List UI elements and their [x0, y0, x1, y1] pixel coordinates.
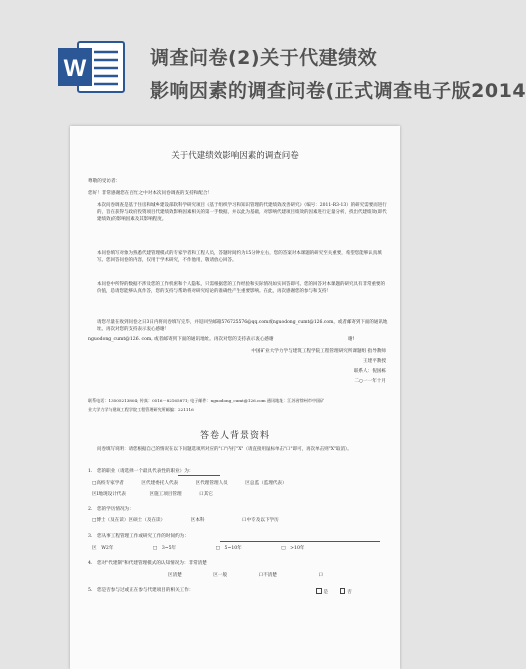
- option-5-10-years[interactable]: □ 5~10年: [215, 546, 242, 551]
- salutation: 尊敬的受访者：: [88, 179, 121, 184]
- contact-info-line2: 业大学力学与建筑工程学院工程管理研究所邮编：221116: [88, 407, 194, 412]
- question-occupation: 1. 您的职业（请选择一个最具代表性的职业）为：: [88, 469, 194, 474]
- document-page: [70, 126, 400, 669]
- option-average[interactable]: 区一般: [213, 573, 228, 578]
- option-construction-manager[interactable]: 区施工项目管理: [149, 492, 182, 497]
- logo-letter: W: [63, 55, 87, 82]
- checkbox-no[interactable]: [340, 588, 346, 594]
- education-options: [92, 518, 295, 524]
- option-supervisor[interactable]: 区总监（监理代表）: [245, 481, 287, 486]
- option-no[interactable]: 否: [347, 590, 352, 595]
- option-blank[interactable]: 口: [318, 573, 323, 578]
- intro-paragraph-1: 本次问卷调查是基于住房和城乡建设部软科学研究项目《基于组织学习和知识管理的代建绩效改善研究》（编号：2011-R3-13）的研究需要而进行的，旨在获得与政府投资项目代建绩效影响因素相关的第一手数据，并以此为基础，对影响代建项目绩效的因素进行定量分析，找出代建绩效(即代建绩效)的影响因素及其影响程度。: [97, 203, 387, 223]
- document-title-line1: 调查问卷(2)关于代建绩效: [150, 47, 378, 69]
- option-agent-manager[interactable]: 区代理管理人员: [195, 481, 228, 486]
- email-line: nguodong_cumt@126. com, 或者邮寄到下面的通讯地址。再次对您的支持表示衷心感谢: [88, 337, 274, 342]
- occupation-options-row1: [92, 481, 303, 487]
- signature-contact: 联系人：倪国栋: [353, 369, 386, 374]
- option-bachelor[interactable]: 区本科: [190, 518, 205, 523]
- option-under-2-years[interactable]: 区 W2年: [92, 546, 114, 551]
- intro-paragraph-2: 本问卷填写对象为熟悉代建管理模式的专家学者和工程人员，答题时间约为15分钟左右，您的答案对本课题的研究至关重要，希望您能够认真填写。您回答问卷的内容，仅用于学术研究，不作他用，敬请放心回答。: [97, 251, 382, 264]
- section-title: 答卷人背景资料: [199, 431, 270, 441]
- greeting: 您好！非常感谢您在百忙之中对本次问卷调查的支持和配合！: [88, 191, 213, 196]
- option-client-rep[interactable]: 区代建委托人代表: [141, 481, 179, 486]
- occupation-options-row2: [92, 492, 229, 498]
- option-unclear[interactable]: 口不清楚: [258, 573, 277, 578]
- fill-instructions: 问卷填写说明：请您根据自己的情况在以下问题选项所对应的"口"内打"X"（请直接用鼠标单击"口"即可，再次单击则"X"取消）。: [97, 447, 352, 452]
- option-design-rep[interactable]: 区I地现设计代表: [92, 492, 126, 497]
- option-yes[interactable]: 是: [323, 590, 329, 595]
- option-clear[interactable]: 区清楚: [168, 573, 182, 578]
- question-experience: 3. 您从事工程管理工作或研究工作的时间约为：: [88, 534, 189, 539]
- option-3-5-years[interactable]: □ 3~5年: [152, 546, 177, 551]
- contact-info-line1: 联系电话：13505213804; 传真：0516－82165871; 电子邮件：nguodong_cumt@126.com 通讯地址：江苏省徐州市中国矿: [88, 398, 325, 403]
- questionnaire-title: 关于代建绩效影响因素的调查问卷: [171, 151, 299, 161]
- email-line-tail: 谢!: [348, 337, 355, 342]
- question-education: 2. 您的学历情况为：: [88, 507, 134, 512]
- signature-advisor: 王建平教授: [363, 359, 386, 364]
- checkbox-yes[interactable]: [316, 588, 322, 594]
- signature-date: 二○一一年十月: [354, 379, 386, 384]
- awareness-options: [168, 573, 339, 579]
- option-secondary[interactable]: 口中专及以下学历: [241, 518, 279, 523]
- question-participation: 5. 您是否参与过或正在参与代建项目的相关工作：: [88, 588, 194, 593]
- question-awareness: 4. 您对"代建制"和代建管理模式的认知情况为：非常清楚: [88, 561, 207, 566]
- participation-options: [316, 588, 352, 596]
- return-instructions: 请您尽量在收到问卷之日3日内将问卷填写完毕，并返回至邮箱576725576@qq.com或nguodong_cumt@126.com，或者邮寄到下面的通讯地址。再次对您的支持表示衷心感谢！: [97, 320, 388, 333]
- option-other[interactable]: 口其它: [199, 492, 213, 497]
- document-header: [0, 0, 526, 128]
- option-doctor-master[interactable]: □博士（及在读）区硕士（及在读）: [92, 518, 166, 523]
- experience-options: [92, 546, 320, 552]
- signature-group: 中国矿业大学力学与建筑工程学院工程管理研究所课题组 指导教师: [251, 349, 386, 354]
- intro-paragraph-3: 本问卷中所得的数据不涉及您的工作机密和个人隐私，只需根据您的工作经验和实际情况如实回答即可。您的回答对本课题的研究具有非常重要的价值，恳请您能够认真作答，您的支持与帮助将对研究结论的准确性产生重要影响。在此，再次感谢您的参与和支持！: [97, 282, 385, 295]
- document-title-line2: 影响因素的调查问卷(正式调查电子版2014: [150, 80, 526, 102]
- word-document-icon: [56, 38, 126, 96]
- option-over-10-years[interactable]: □ >10年: [281, 546, 305, 551]
- option-scholar[interactable]: □高校专家学者: [92, 481, 124, 486]
